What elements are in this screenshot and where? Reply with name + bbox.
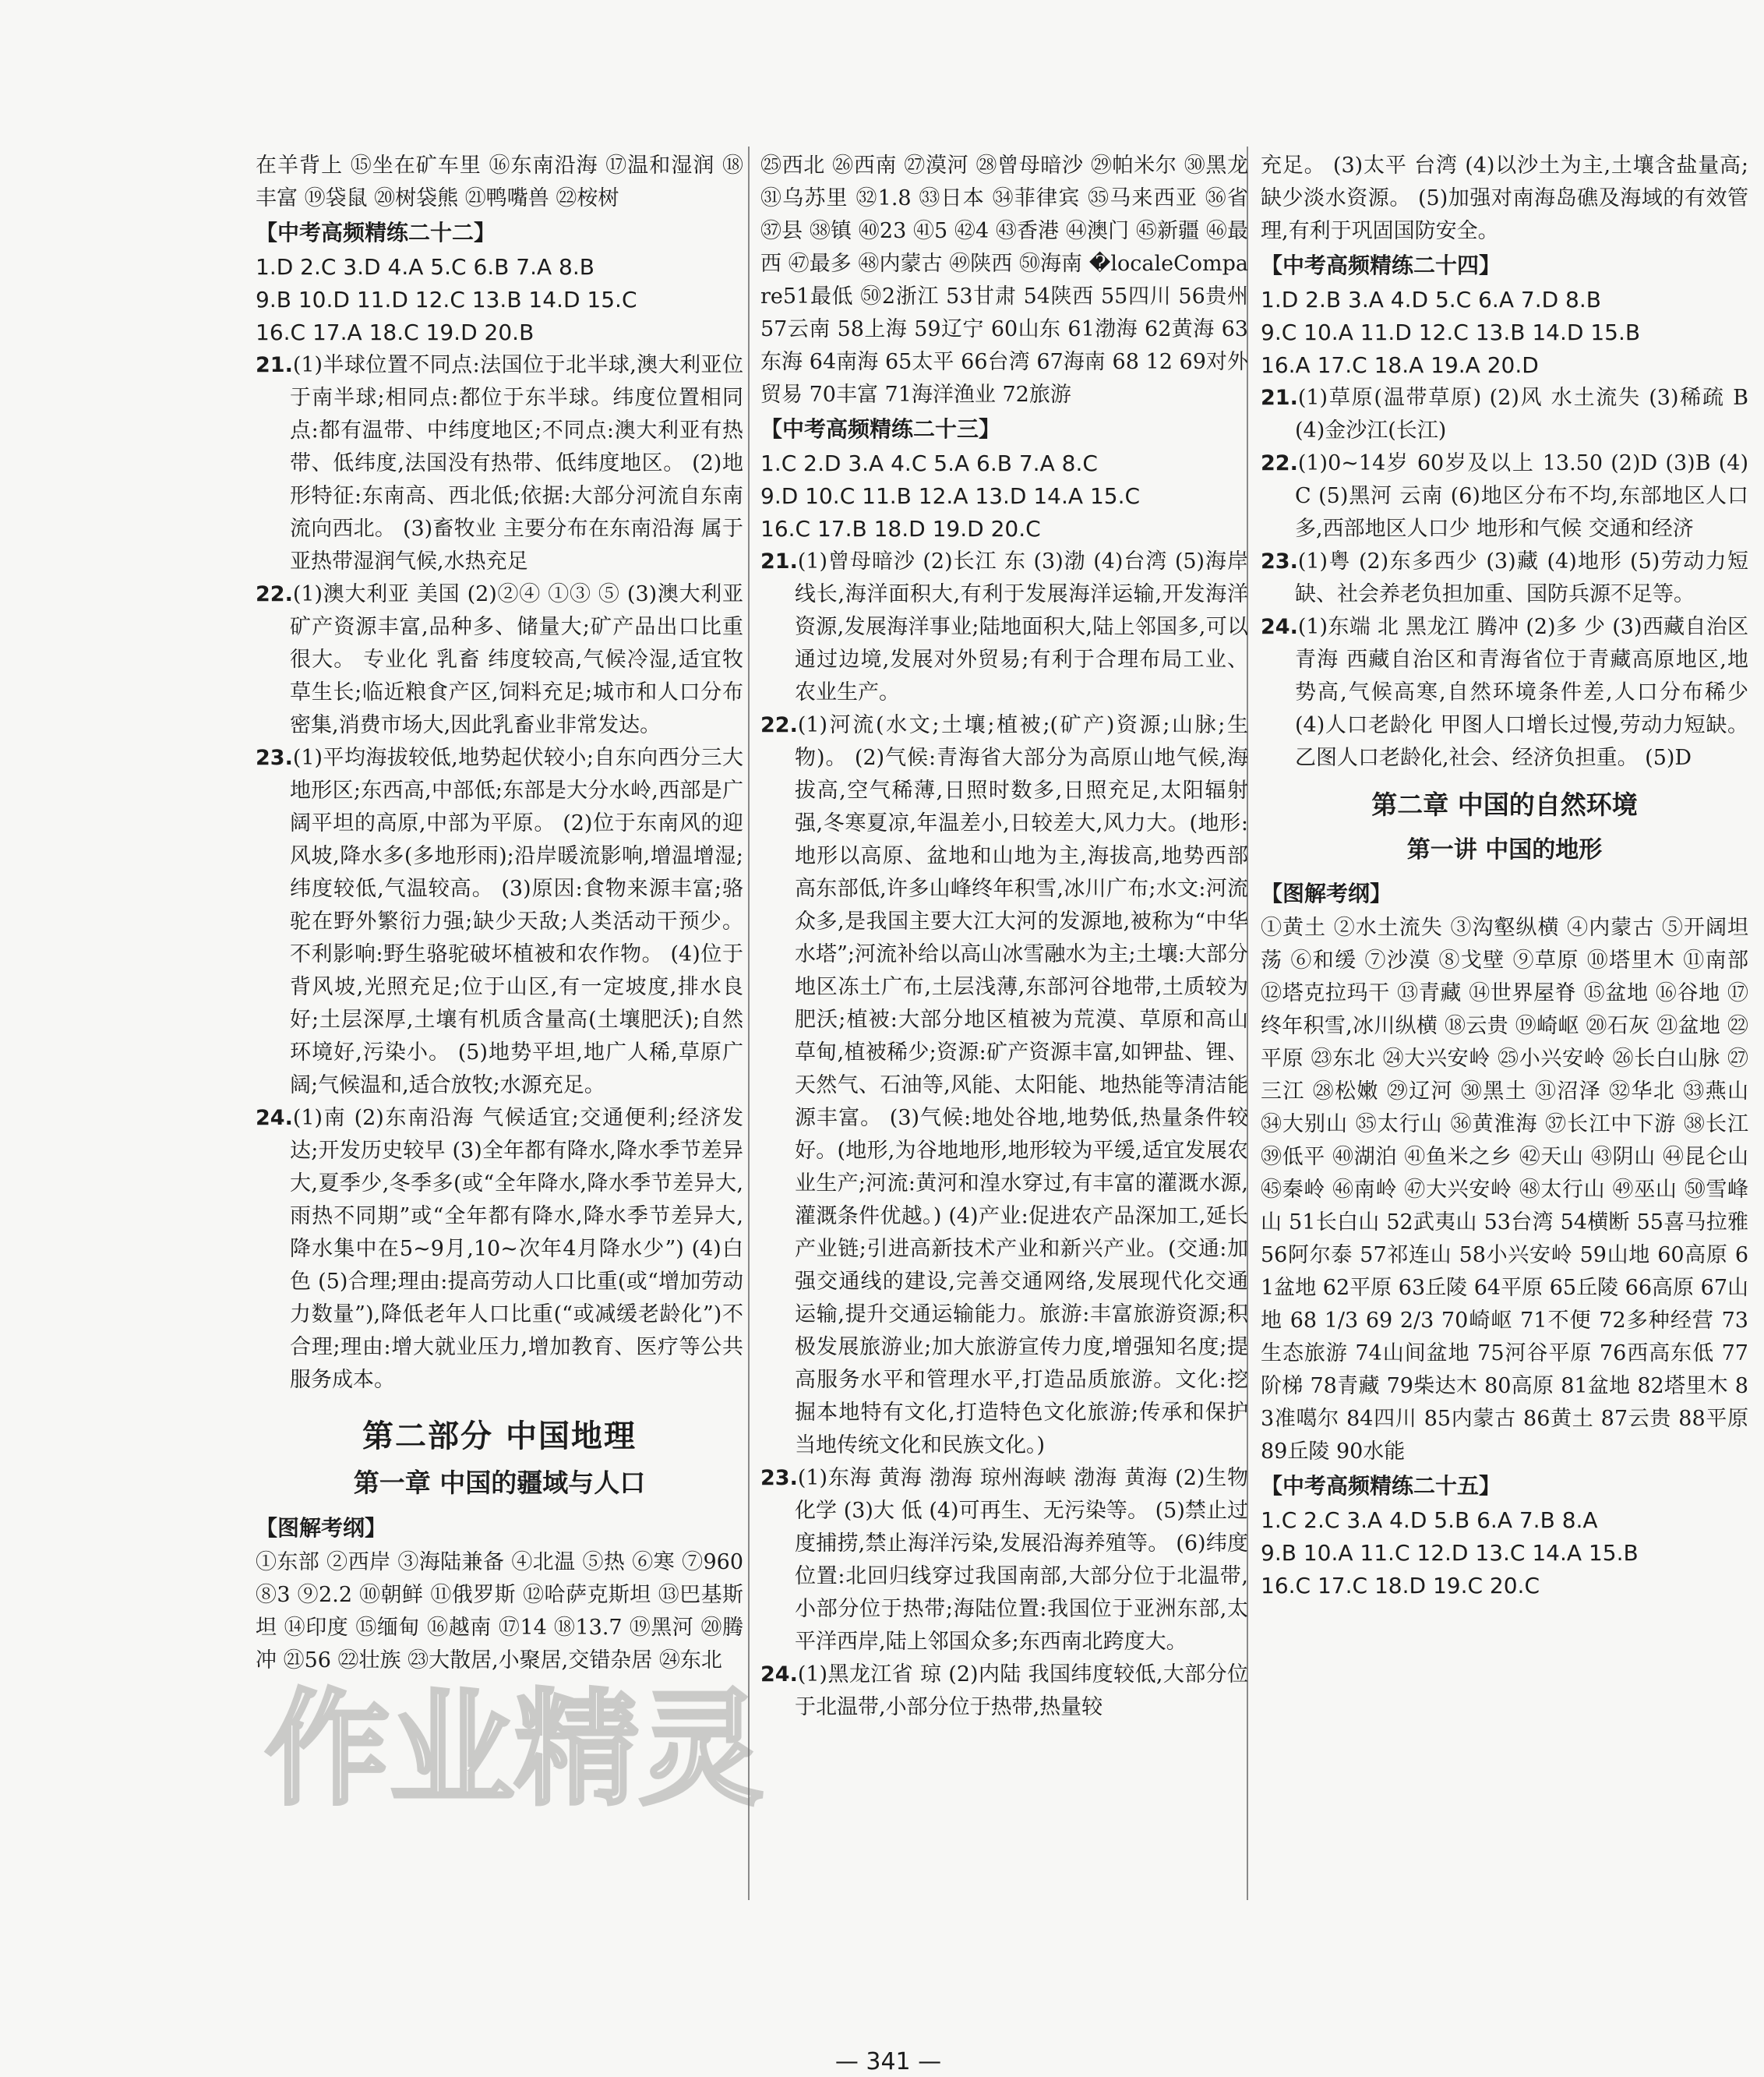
question-23: 23.(1)粤 (2)东多西少 (3)藏 (4)地形 (5)劳动力短缺、社会养老负担加重、国防兵源不足等。 [1261, 549, 1748, 606]
outline-text: ①黄土 ②水土流失 ③沟壑纵横 ④内蒙古 ⑤开阔坦荡 ⑥和缓 ⑦沙漠 ⑧戈壁 ⑨草原 ⑩塔里木 ⑪南部 ⑫塔克拉玛干 ⑬青藏 ⑭世界屋脊 ⑮盆地 ⑯谷地 ⑰终年积雪,冰川纵横 ⑱云贵 ⑲崎岖 ⑳石灰 ㉑盆地 ㉒平原 ㉓东北 ㉔大兴安岭 ㉕小兴安岭 ㉖长白山脉 ㉗三江 ㉘松嫩 ㉙辽河 ㉚黑土 ㉛沼泽 ㉜华北 ㉝燕山 ㉞大别山 ㉟太行山 ㊱黄淮海 ㊲长江中下游 ㊳长江 ㊴低平 ㊵湖泊 ㊶鱼米之乡 ㊷天山 ㊸阴山 ㊹昆仑山 ㊺秦岭 ㊻南岭 ㊼大兴安岭 ㊽太行山 ㊾巫山 ㊿雪峰山 51长白山 52武夷山 53台湾 54横断 55喜马拉雅 56阿尔泰 57祁连山 58小兴安岭 59山地 60高原 61盆地 62平原 63丘陵 64平原 65丘陵 66高原 67山地 68 1/3 69 2/3 70崎岖 71不便 72多种经营 73生态旅游 74山间盆地 75河谷平原 76西高东低 77阶梯 78青藏 79柴达木 80高原 81盆地 82塔里木 83准噶尔 84四川 85内蒙古 86黄土 87云贵 88平原 89丘陵 90水能 [1261, 916, 1748, 1464]
heading-practice-23: 【中考高频精练二十三】 [760, 416, 1001, 442]
question-23: 23.(1)东海 黄海 渤海 琼州海峡 渤海 黄海 (2)生物 化学 (3)大 低 (4)可再生、无污染等。 (5)禁止过度捕捞,禁止海洋污染,发展沿海养殖等。 (6)纬度位置:北回归线穿过我国南部,大部分位于北温带,小部分位于热带;海陆位置:我国位于亚洲东部,太平洋西岸,陆上邻国众多;东西南北跨度大。 [760, 1466, 1248, 1654]
question-22: 22.(1)河流(水文;土壤;植被;(矿产)资源;山脉;生物)。 (2)气候:青海省大部分为高原山地气候,海拔高,空气稀薄,日照时数多,日照充足,太阳辐射强,冬寒夏凉,年温差小,日较差大,风力大。(地形:地形以高原、盆地和山地为主,海拔高,地势西部高东部低,许多山峰终年积雪,冰川广布;水文:河流众多,是我国主要大江大河的发源地,被称为“中华水塔”;河流补给以高山冰雪融水为主;土壤:大部分地区冻土广布,土层浅薄,东部河谷地带,土质较为肥沃;植被:大部分地区植被为荒漠、草原和高山草甸,植被稀少;资源:矿产资源丰富,如钾盐、锂、天然气、石油等,风能、太阳能、地热能等清洁能源丰富。 (3)气候:地处谷地,地势低,热量条件较好。(地形,为谷地地形,地形较为平缓,适宜发展农业生产;河流:黄河和湟水穿过,有丰富的灌溉水源,灌溉条件优越。) (4)产业:促进农产品深加工,延长产业链;引进高新技术产业和新兴产业。(交通:加强交通线的建设,完善交通网络,发展现代化交通运输,提升交通运输能力。旅游:丰富旅游资源;积极发展旅游业;加大旅游宣传力度,增强知名度;提高服务水平和管理水平,打造品质旅游。文化:挖掘本地特有文化,打造特色文化旅游;传承和保护当地传统文化和民族文化。) [760, 713, 1248, 1457]
mid-intro: ㉕西北 ㉖西南 ㉗漠河 ㉘曾母暗沙 ㉙帕米尔 ㉚黑龙 ㉛乌苏里 ㉜1.8 ㉝日本 ㉞菲律宾 ㉟马来西亚 ㊱省 ㊲县 ㊳镇 ㊵23 ㊶5 ㊷4 ㊸香港 ㊹澳门 ㊺新疆 ㊻最西 ㊼最多 ㊽内蒙古 ㊾陕西 ㊿海南 �localeCompare51最低 ㊿2浙江 53甘肃 54陕西 55四川 56贵州 57云南 58上海 59辽宁 60山东 61渤海 62黄海 63东海 64南海 65太平 66台湾 67海南 68 12 69对外贸易 70丰富 71海洋渔业 72旅游 [760, 154, 1248, 407]
answers-24-row-1: 1.D 2.B 3.A 4.D 5.C 6.A 7.D 8.B [1261, 287, 1601, 313]
question-23: 23.(1)平均海拔较低,地势起伏较小;自东向西分三大地形区;东西高,中部低;东部是大分水岭,西部是广阔平坦的高原,中部为平原。 (2)位于东南风的迎风坡,降水多(多地形雨);沿岸暖流影响,增温增湿;纬度较低,气温较高。 (3)原因:食物来源丰富;骆驼在野外繁衍力强;缺少天敌;人类活动干预少。不利影响:野生骆驼破坏植被和农作物。 (4)位于背风坡,光照充足;位于山区,有一定坡度,排水良好;土层深厚,土壤有机质含量高(土壤肥沃);自然环境好,污染小。 (5)地势平坦,地广人稀,草原广阔;气候温和,适合放牧;水源充足。 [256, 746, 743, 1097]
answers-25-row-3: 16.C 17.C 18.D 19.C 20.C [1261, 1573, 1540, 1598]
answers-23-row-3: 16.C 17.B 18.D 19.D 20.C [760, 516, 1041, 542]
right-column [1261, 150, 1748, 1602]
heading-practice-22: 【中考高频精练二十二】 [256, 220, 496, 245]
question-21: 21.(1)草原(温带草原) (2)风 水土流失 (3)稀疏 B (4)金沙江(长江) [1261, 386, 1748, 443]
answers-25-row-1: 1.C 2.C 3.A 4.D 5.B 6.A 7.B 8.A [1261, 1507, 1598, 1533]
chapter-2-title: 第二章 中国的自然环境 [1371, 789, 1638, 820]
question-21: 21.(1)曾母暗沙 (2)长江 东 (3)渤 (4)台湾 (5)海岸线长,海洋面积大,有利于发展海洋运输,开发海洋资源,发展海洋事业;陆地面积大,陆上邻国多,可以通过边境,发展对外贸易;有利于合理布局工业、农业生产。 [760, 549, 1248, 705]
right-intro: 充足。 (3)太平 台湾 (4)以沙土为主,土壤含盐量高;缺少淡水资源。 (5)加强对南海岛礁及海域的有效管理,有利于巩固国防安全。 [1261, 154, 1748, 243]
outline-text: ①东部 ②西岸 ③海陆兼备 ④北温 ⑤热 ⑥寒 ⑦960 ⑧3 ⑨2.2 ⑩朝鲜 ⑪俄罗斯 ⑫哈萨克斯坦 ⑬巴基斯坦 ⑭印度 ⑮缅甸 ⑯越南 ⑰14 ⑱13.7 ⑲黑河 ⑳腾冲 ㉑56 ㉒壮族 ㉓大散居,小聚居,交错杂居 ㉔东北 [256, 1550, 743, 1673]
watermark-logo [257, 1652, 764, 1832]
question-22: 22.(1)0~14岁 60岁及以上 13.50 (2)D (3)B (4)C (5)黑河 云南 (6)地区分布不均,东部地区人口多,西部地区人口少 地形和气候 交通和经济 [1261, 451, 1748, 541]
heading-practice-24: 【中考高频精练二十四】 [1261, 253, 1501, 278]
question-24: 24.(1)南 (2)东南沿海 气候适宜;交通便利;经济发达;开发历史较早 (3)全年都有降水,降水季节差异大,夏季少,冬季多(或“全年降水,降水季节差异大,雨热不同期”或“全年都有降水,降水季节差异大,降水集中在5~9月,10~次年4月降水少”) (4)白色 (5)合理;理由:提高劳动人口比重(或“增加劳动力数量”),降低老年人口比重(“或减缓老龄化”)不合理;理由:增大就业压力,增加教育、医疗等公共服务成本。 [256, 1106, 743, 1392]
question-21: 21.(1)半球位置不同点:法国位于北半球,澳大利亚位于南半球;相同点:都位于东半球。纬度位置相同点:都有温带、中纬度地区;不同点:澳大利亚有热带、低纬度,法国没有热带、低纬度地区。 (2)地形特征:东南高、西北低;依据:大部分河流自东南流向西北。 (3)畜牧业 主要分布在东南沿海 属于亚热带湿润气候,水热充足 [256, 353, 743, 574]
column-divider-1 [748, 147, 750, 1900]
question-24: 24.(1)东端 北 黑龙江 腾冲 (2)多 少 (3)西藏自治区 青海 西藏自治区和青海省位于青藏高原地区,地势高,气候高寒,自然环境条件差,人口分布稀少 (4)人口老龄化 甲图人口增长过慢,劳动力短缺。乙图人口老龄化,社会、经济负担重。 (5)D [1261, 615, 1748, 770]
answers-23-row-1: 1.C 2.D 3.A 4.C 5.A 6.B 7.A 8.C [760, 450, 1098, 476]
middle-column [760, 150, 1248, 1724]
question-22: 22.(1)澳大利亚 美国 (2)②④ ①③ ⑤ (3)澳大利亚矿产资源丰富,品种多、储量大;矿产品出口比重很大。 专业化 乳畜 纬度较高,气候冷湿,适宜牧草生长;临近粮食产区,饲料充足;城市和人口分布密集,消费市场大,因此乳畜业非常发达。 [256, 582, 743, 737]
answers-25-row-2: 9.B 10.A 11.C 12.D 13.C 14.A 15.B [1261, 1540, 1639, 1566]
heading-outline: 【图解考纲】 [1261, 881, 1392, 906]
answers-24-row-2: 9.C 10.A 11.D 12.C 13.B 14.D 15.B [1261, 320, 1641, 345]
left-column [256, 150, 743, 1677]
answers-24-row-3: 16.A 17.C 18.A 19.A 20.D [1261, 352, 1539, 378]
heading-outline: 【图解考纲】 [256, 1515, 387, 1541]
question-24: 24.(1)黑龙江省 琼 (2)内陆 我国纬度较低,大部分位于北温带,小部分位于热带,热量较 [760, 1662, 1248, 1719]
lecture-1-title: 第一讲 中国的地形 [1406, 836, 1603, 864]
answers-22-row-1: 1.D 2.C 3.D 4.A 5.C 6.B 7.A 8.B [256, 254, 594, 280]
watermark-text: 作业精灵 [265, 1676, 764, 1822]
answers-23-row-2: 9.D 10.C 11.B 12.A 13.D 14.A 15.C [760, 483, 1141, 509]
heading-practice-25: 【中考高频精练二十五】 [1261, 1473, 1501, 1499]
answers-22-row-3: 16.C 17.A 18.C 19.D 20.B [256, 320, 534, 345]
answers-22-row-2: 9.B 10.D 11.D 12.C 13.B 14.D 15.C [256, 287, 637, 313]
part-title: 第二部分 中国地理 [362, 1418, 637, 1454]
chapter-1-title: 第一章 中国的疆域与人口 [353, 1468, 646, 1498]
left-intro: 在羊背上 ⑮坐在矿车里 ⑯东南沿海 ⑰温和湿润 ⑱丰富 ⑲袋鼠 ⑳树袋熊 ㉑鸭嘴兽 ㉒桉树 [256, 154, 743, 210]
page-number: — 341 — [834, 2048, 942, 2075]
